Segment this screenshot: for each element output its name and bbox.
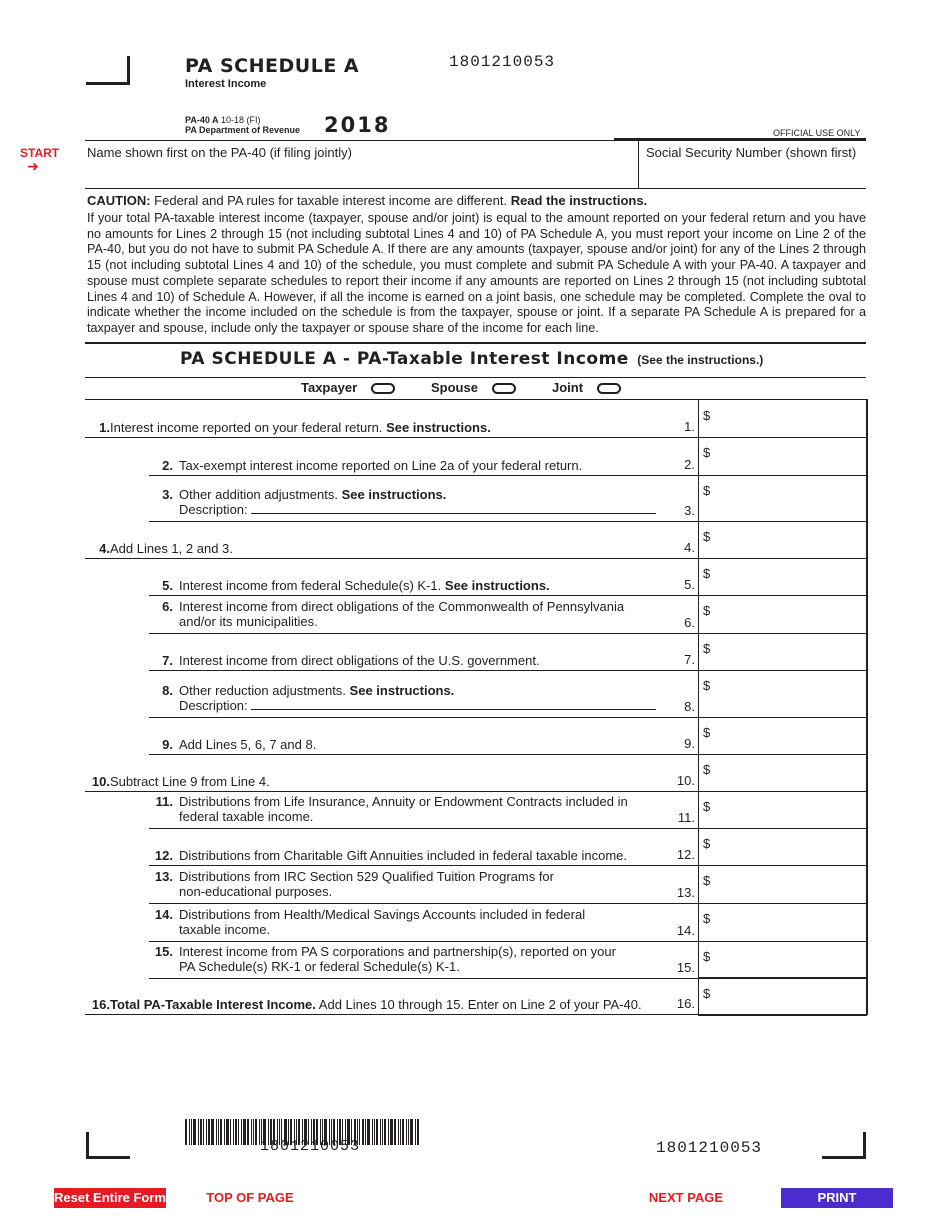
section-note: (See the instructions.) xyxy=(637,353,764,367)
barcode-bar xyxy=(376,1119,378,1145)
amount-field[interactable] xyxy=(712,905,862,939)
barcode-bar xyxy=(230,1119,231,1145)
top-of-page-button[interactable]: TOP OF PAGE xyxy=(206,1190,294,1205)
amount-column-left xyxy=(698,399,699,1015)
line-body: Other addition adjustments. xyxy=(179,487,338,502)
line-text xyxy=(179,737,316,752)
barcode-bar xyxy=(220,1119,222,1145)
row-divider xyxy=(149,475,866,476)
line-ref: 8. xyxy=(684,699,695,714)
reset-form-button[interactable]: Reset Entire Form xyxy=(54,1188,166,1208)
barcode-bar xyxy=(253,1119,254,1145)
amount-field[interactable] xyxy=(712,756,862,789)
form-subtitle: Interest Income xyxy=(185,78,267,90)
amount-field[interactable] xyxy=(712,867,862,901)
line-ref: 1. xyxy=(684,419,695,434)
barcode-bar xyxy=(380,1119,381,1145)
line-text xyxy=(179,653,540,668)
line-text-second: federal taxable income. xyxy=(179,809,314,824)
dollar-sign: $ xyxy=(703,986,711,1001)
row-divider xyxy=(149,828,866,829)
line-number: 11. xyxy=(155,794,173,809)
barcode-bar xyxy=(241,1119,242,1145)
amount-field[interactable] xyxy=(712,439,862,473)
caution-text: Federal and PA rules for taxable interest income are different. xyxy=(154,193,508,208)
barcode-bar xyxy=(247,1119,249,1145)
barcode-bar xyxy=(211,1119,214,1145)
row-divider xyxy=(85,437,866,438)
doc-number-top: 1801210053 xyxy=(449,53,556,71)
row-divider xyxy=(149,595,866,596)
barcode-bar xyxy=(255,1119,257,1145)
line-text-second: Description: xyxy=(179,502,248,517)
line-text xyxy=(110,774,270,789)
line-ref: 16. xyxy=(676,996,695,1011)
line-number: 13. xyxy=(154,869,173,884)
corner-mark-bottom-right xyxy=(822,1132,866,1159)
filer-spouse[interactable] xyxy=(431,380,516,395)
amount-field[interactable] xyxy=(712,719,862,752)
amount-field[interactable] xyxy=(712,830,862,863)
form-code-rest: 10-18 (FI) xyxy=(221,115,261,125)
form-title: PA SCHEDULE A xyxy=(185,55,360,77)
barcode-bar xyxy=(402,1119,404,1145)
tax-year: 2018 xyxy=(324,113,391,137)
line-number: 8. xyxy=(162,683,173,698)
amount-field[interactable] xyxy=(712,672,862,715)
barcode-bar xyxy=(365,1119,366,1145)
row-divider xyxy=(149,865,866,866)
line-body: Interest income from PA S corporations and partnership(s), reported on your xyxy=(179,944,616,959)
name-bottom-line xyxy=(85,188,866,189)
barcode-bar xyxy=(216,1119,217,1145)
barcode-bar xyxy=(400,1119,401,1145)
barcode-bar xyxy=(415,1119,416,1145)
barcode-bar xyxy=(198,1119,199,1145)
dollar-sign: $ xyxy=(703,873,711,888)
barcode-bar xyxy=(233,1119,234,1145)
ssn-field[interactable] xyxy=(642,162,864,186)
line-ref: 5. xyxy=(684,577,695,592)
line-ref: 2. xyxy=(684,457,695,472)
barcode-bar xyxy=(417,1119,419,1145)
row-divider xyxy=(149,633,866,634)
amount-field[interactable] xyxy=(712,402,862,435)
line-body: Interest income reported on your federal return. xyxy=(110,420,383,435)
barcode-bar xyxy=(398,1119,399,1145)
amount-field[interactable] xyxy=(712,980,862,1012)
row-divider xyxy=(85,558,866,559)
next-page-button[interactable]: NEXT PAGE xyxy=(648,1190,724,1205)
line-body: Distributions from Charitable Gift Annuities included in federal taxable income. xyxy=(179,848,628,863)
line-text-second: non-educational purposes. xyxy=(179,884,333,899)
line-ref: 12. xyxy=(676,847,695,862)
dollar-sign: $ xyxy=(703,445,711,460)
caution-bold-tail: Read the instructions. xyxy=(510,193,648,208)
row-divider xyxy=(149,521,866,522)
line-number: 15. xyxy=(154,944,173,959)
line-body: Interest income from direct obligations of the U.S. government. xyxy=(179,653,540,668)
barcode-bar xyxy=(208,1119,210,1145)
line-body: Interest income from federal Schedule(s) K-1. xyxy=(179,578,442,593)
dollar-sign: $ xyxy=(703,836,711,851)
dollar-sign: $ xyxy=(703,725,711,740)
line-ref: 9. xyxy=(684,736,695,751)
amount-field[interactable] xyxy=(712,635,862,668)
row-divider xyxy=(149,717,866,718)
name-field[interactable] xyxy=(87,162,633,186)
section-top-line xyxy=(85,342,866,344)
filer-joint[interactable] xyxy=(552,380,621,395)
department-name: PA Department of Revenue xyxy=(185,125,301,135)
line-number: 16. xyxy=(91,997,110,1012)
line-number: 5. xyxy=(162,578,173,593)
barcode-bar xyxy=(362,1119,364,1145)
line-number: 12. xyxy=(154,848,173,863)
caution-paragraph: If your total PA-taxable interest income (taxpayer, spouse and/or joint) is equal to the amount reported on your federal return and you have no amounts for Lines 2 through 15 (not including subtotal Lines 4 and 10) of PA Schedule A, you must report your income on Line 2 of the PA-40, but you do not have to submit PA Schedule A. If there are any amounts (taxpayer, spouse and/or joint) for any of the Lines 2 through 15 (not including subtotal Lines 4 and 10) of the schedule, you must complete and submit PA Schedule A with your PA-40. A taxpayer and spouse must complete separate schedules to report their income if any amounts are reported on Lines 2 through 15 (not including subtotal Lines 4 and 10) of Schedule A. However, if all the income is earned on a joint basis, one schedule may be completed. Complete the oval to indicate whether the income included on the schedule is from the taxpayer, spouse or joint. If a separate PA Schedule A is prepared for a taxpayer and spouse, include only the taxpayer or spouse share of the income for each line. xyxy=(87,211,866,335)
line-number: 1. xyxy=(99,420,110,435)
caution-label: CAUTION: xyxy=(87,193,151,208)
barcode-bar xyxy=(238,1119,239,1145)
barcode-bar xyxy=(372,1119,373,1145)
dollar-sign: $ xyxy=(703,566,711,581)
barcode-bar xyxy=(193,1119,196,1145)
line-bold: See instructions. xyxy=(349,683,455,698)
line-text xyxy=(179,683,454,698)
barcode-bar xyxy=(200,1119,202,1145)
barcode-bar xyxy=(410,1119,413,1145)
amount-field[interactable] xyxy=(712,477,862,519)
dollar-sign: $ xyxy=(703,641,711,656)
spouse-oval[interactable] xyxy=(492,383,516,394)
name-top-line xyxy=(85,140,866,141)
joint-oval[interactable] xyxy=(597,383,621,394)
barcode-bar xyxy=(394,1119,396,1145)
corner-mark-top-left xyxy=(86,56,130,85)
line-body: Subtract Line 9 from Line 4. xyxy=(110,774,270,789)
caution-heading xyxy=(87,193,647,208)
amount-field[interactable] xyxy=(712,560,862,593)
doc-number-bottom: 1801210053 xyxy=(656,1139,763,1157)
row-divider xyxy=(149,754,866,755)
name-ssn-divider xyxy=(638,140,639,188)
line-number: 9. xyxy=(162,737,173,752)
line-text xyxy=(179,578,550,593)
barcode-bar xyxy=(218,1119,219,1145)
line-text xyxy=(179,458,582,473)
amount-field[interactable] xyxy=(712,597,862,631)
dollar-sign: $ xyxy=(703,911,711,926)
form-code xyxy=(185,116,261,125)
dollar-sign: $ xyxy=(703,949,711,964)
dollar-sign: $ xyxy=(703,408,711,423)
line-bold: See instructions. xyxy=(341,487,447,502)
section-sub-line xyxy=(85,377,866,378)
barcode-bar xyxy=(406,1119,407,1145)
line-text xyxy=(179,794,628,809)
section-title: PA SCHEDULE A - PA-Taxable Interest Income xyxy=(180,349,629,369)
ssn-field-label: Social Security Number (shown first) xyxy=(646,145,857,160)
line-text-second: and/or its municipalities. xyxy=(179,614,318,629)
form-code-bold: PA-40 A xyxy=(185,115,219,125)
line-number: 6. xyxy=(162,599,173,614)
line-body: Distributions from IRC Section 529 Qualified Tuition Programs for xyxy=(179,869,554,884)
line-body: Add Lines 5, 6, 7 and 8. xyxy=(179,737,317,752)
line-text xyxy=(110,541,233,556)
line-text-second: Description: xyxy=(179,698,248,713)
amount-field[interactable] xyxy=(712,523,862,556)
dollar-sign: $ xyxy=(703,762,711,777)
dollar-sign: $ xyxy=(703,799,711,814)
line-bold: See instructions. xyxy=(444,578,550,593)
line-text xyxy=(179,869,554,884)
barcode-bar xyxy=(226,1119,229,1145)
line-bold: See instructions. xyxy=(386,420,491,435)
description-input[interactable] xyxy=(251,709,656,710)
barcode-bar xyxy=(384,1119,386,1145)
barcode-bar xyxy=(388,1119,389,1145)
barcode-bar xyxy=(206,1119,207,1145)
dollar-sign: $ xyxy=(703,529,711,544)
line-text xyxy=(179,848,627,863)
corner-mark-bottom-left xyxy=(86,1132,130,1159)
dollar-sign: $ xyxy=(703,483,711,498)
row-divider xyxy=(149,670,866,671)
line-ref: 13. xyxy=(676,885,695,900)
taxpayer-oval[interactable] xyxy=(371,383,395,394)
start-label: START xyxy=(20,146,60,160)
line-text xyxy=(179,487,446,502)
amount-field[interactable] xyxy=(712,793,862,826)
line-number: 4. xyxy=(99,541,110,556)
barcode-bar xyxy=(390,1119,393,1145)
line-ref: 14. xyxy=(676,923,695,938)
line-body: Interest income from direct obligations of the Commonwealth of Pennsylvania xyxy=(179,599,625,614)
line-number: 14. xyxy=(154,907,173,922)
table-top-line xyxy=(85,399,866,400)
line-number: 10. xyxy=(91,774,110,789)
line-ref: 11. xyxy=(677,810,695,825)
official-use-label: OFFICIAL USE ONLY xyxy=(773,128,861,138)
line-text-second: taxable income. xyxy=(179,922,271,937)
line-text xyxy=(110,420,491,435)
barcode-number: 1801210053 xyxy=(260,1138,361,1155)
filer-joint-label: Joint xyxy=(552,380,584,395)
line-text xyxy=(179,907,585,922)
line-ref: 10. xyxy=(676,773,695,788)
line-body: Distributions from Life Insurance, Annuity or Endowment Contracts included in xyxy=(179,794,628,809)
name-field-label: Name shown first on the PA-40 (if filing jointly) xyxy=(87,145,352,160)
row-divider xyxy=(85,1014,698,1015)
row-divider xyxy=(149,941,866,942)
filer-spouse-label: Spouse xyxy=(431,380,478,395)
row-divider xyxy=(149,903,866,904)
barcode-bar xyxy=(243,1119,246,1145)
barcode-bar xyxy=(374,1119,375,1145)
barcode-bar xyxy=(191,1119,192,1145)
barcode-bar xyxy=(235,1119,237,1145)
line-body: Add Lines 1, 2 and 3. xyxy=(110,541,233,556)
line-body: Tax-exempt interest income reported on Line 2a of your federal return. xyxy=(179,458,583,473)
line-body: Other reduction adjustments. xyxy=(179,683,346,698)
row-divider xyxy=(85,791,866,792)
barcode-bar xyxy=(185,1119,187,1145)
line-ref: 6. xyxy=(684,615,695,630)
line-text xyxy=(110,997,642,1012)
barcode-bar xyxy=(382,1119,383,1145)
barcode-bar xyxy=(367,1119,370,1145)
line-ref: 4. xyxy=(684,540,695,555)
line-16-box-bottom xyxy=(698,1014,867,1016)
line-text xyxy=(179,944,616,959)
line-number: 7. xyxy=(162,653,173,668)
print-button[interactable]: PRINT xyxy=(781,1188,893,1208)
line-number: 2. xyxy=(162,458,173,473)
barcode-bar xyxy=(203,1119,204,1145)
filer-taxpayer[interactable] xyxy=(301,380,395,395)
line-number: 3. xyxy=(162,487,173,502)
start-arrow-icon: ➜ xyxy=(27,158,39,174)
barcode-bar xyxy=(189,1119,190,1145)
line-ref: 15. xyxy=(676,960,695,975)
line-bold: Total PA-Taxable Interest Income. xyxy=(110,997,316,1012)
barcode-bar xyxy=(408,1119,409,1145)
description-input[interactable] xyxy=(251,513,656,514)
line-ref: 3. xyxy=(684,503,695,518)
amount-field[interactable] xyxy=(712,943,862,976)
line-text-second: PA Schedule(s) RK-1 or federal Schedule(s) K-1. xyxy=(179,959,460,974)
line-text xyxy=(179,599,624,614)
dollar-sign: $ xyxy=(703,678,711,693)
line-ref: 7. xyxy=(684,652,695,667)
barcode-bar xyxy=(224,1119,225,1145)
line-body: Distributions from Health/Medical Savings Accounts included in federal xyxy=(179,907,586,922)
line-body: Add Lines 10 through 15. Enter on Line 2 of your PA-40. xyxy=(318,997,642,1012)
section-title-row xyxy=(180,349,763,369)
barcode-bar xyxy=(251,1119,252,1145)
dollar-sign: $ xyxy=(703,603,711,618)
filer-taxpayer-label: Taxpayer xyxy=(301,380,358,395)
amount-column-right xyxy=(866,399,868,1015)
row-divider xyxy=(149,978,866,979)
